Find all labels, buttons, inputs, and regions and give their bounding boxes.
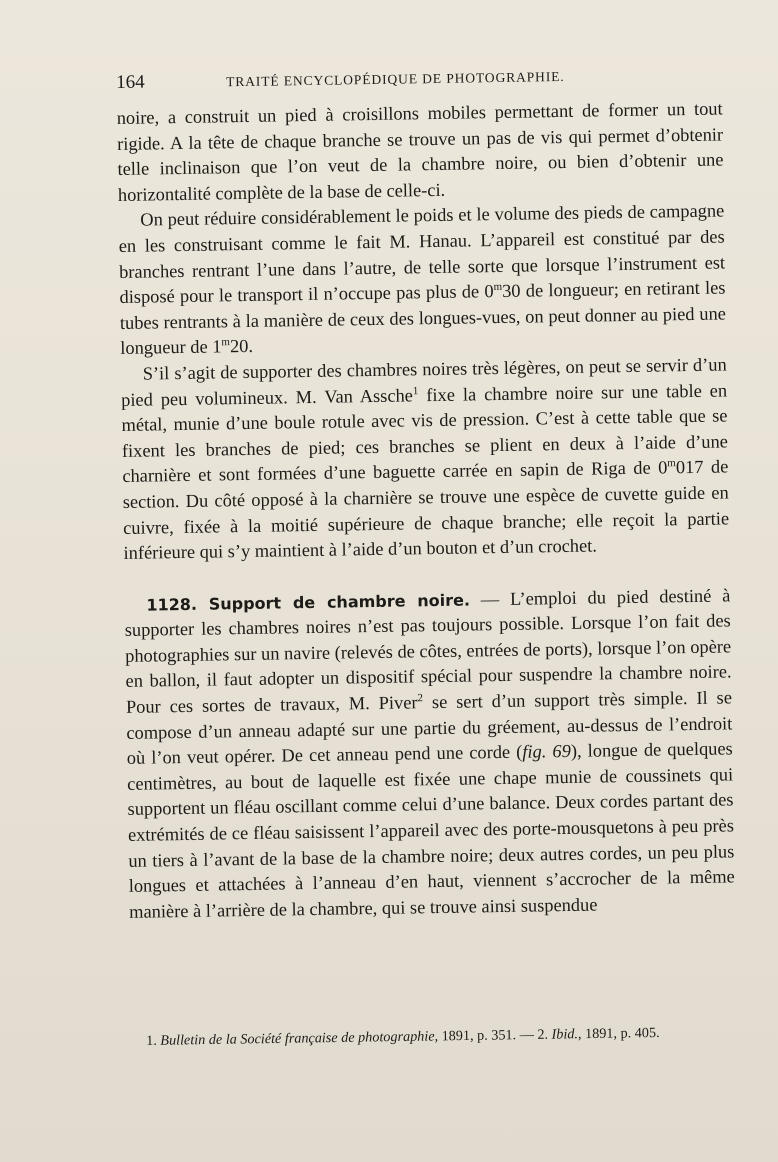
figure-reference: fig. 69 <box>522 741 572 762</box>
paragraph-3 <box>121 352 730 566</box>
paragraph-2-text-a: On peut réduire considérablement le poids et le volume des pieds de campagne en les construisant comme le fait M. Hanau. L’appareil est constitué par des branches rentrant l’une dans l’autre, de telle sorte que lorsque l’instrument est disposé pour le transport il n’occupe pas plus de 0 <box>118 200 726 308</box>
footnote-ref-1: 1 <box>412 384 419 397</box>
section-text-b: se sert d’un support très simple. Il se compose d’un anneau adapté sur une partie du gréement, au-dessus de l’endroit où l’on veut opérer. De cet anneau pend une corde ( <box>126 687 733 769</box>
paragraph-2 <box>118 199 726 362</box>
footnote-2-rest: , 1891, p. 405. <box>577 1024 660 1043</box>
paragraph-3-text-c: 017 de section. Du côté opposé à la charnière se trouve une espèce de cuvette guide en cuivre, fixée à la moitié supérieure de chaque branche; elle reçoit la partie inférieure qui s’y maintient à l’aide d’un bouton et d’un crochet. <box>122 456 730 564</box>
paragraph-1 <box>117 96 725 208</box>
section-text-c: ), longue de quelques centimètres, au bout de laquelle est fixée une chape munie de coussinets qui supportent un fléau oscillant comme celui d’une balance. Deux cordes partant des extrémités de ce fléau saisissent l’appareil avec des porte-mousquetons à peu près un tiers à l’avant de la base de la chambre noire; deux autres cordes, un peu plus longues et attachées à l’anneau d’en haut, viennent s’accrocher de la même manière à l’arrière de la chambre, qui se trouve ainsi suspendue <box>127 738 735 922</box>
section-heading: 1128. Support de chambre noire. <box>146 590 471 615</box>
paragraph-3-text-b: fixe la chambre noire sur une table en métal, munie d’une boule rotule avec vis de pression. C’est à cette table que se fixent les branches de pied; ces branches se plient en deux à l’aide d’une charnière et sont formées d’une baguette carrée en sapin de Riga de 0 <box>121 379 729 487</box>
paragraph-2-text-c: 20. <box>229 336 254 357</box>
unit-superscript: m <box>667 457 676 470</box>
footnote-2-ibid: Ibid. <box>551 1026 579 1043</box>
running-title: TRAITÉ ENCYCLOPÉDIQUE DE PHOTOGRAPHIE. <box>226 68 565 90</box>
paragraph-2-text-b: 30 de longueur; en retirant les tubes rentrants à la manière de ceux des longues-vues, on peut donner au pied une longueur de 1 <box>119 277 727 359</box>
footnote-line <box>146 1021 726 1052</box>
page-content <box>116 62 735 925</box>
footnotes <box>146 1021 726 1052</box>
footnote-1-rest: , 1891, p. 351. — 2. <box>434 1026 552 1045</box>
unit-superscript: m <box>493 280 503 294</box>
section-1128 <box>124 583 735 925</box>
section-text-a: — L’emploi du pied destiné à supporter les chambres noires n’est pas toujours possible. Lorsque l’on fait des photographies sur un navire (relevés de côtes, entrées de ports), lorsque l’on opère en ballon, il faut adopter un dispositif spécial pour suspendre la chambre noire. Pour ces sortes de travaux, M. Piver <box>124 585 732 717</box>
footnote-ref-2: 2 <box>417 692 424 705</box>
paragraph-3-text-a: S’il s’agit de supporter des chambres noires très légères, on peut se servir d’un pied peu volumineux. M. Van Assche <box>120 354 727 410</box>
footnote-1-number: 1. <box>146 1032 161 1049</box>
paragraph-1-text: noire, a construit un pied à croisillons mobiles permettant de former un tout rigide. A la tête de chaque branche se trouve un pas de vis qui permet d’obtenir telle inclinaison que l’on veut de la chambre noire, ou bien d’obtenir une horizontalité complète de la base de celle-ci. <box>116 98 724 205</box>
footnote-1-title: Bulletin de la Société française de photographie <box>160 1028 435 1049</box>
unit-superscript: m <box>221 336 231 349</box>
page-number: 164 <box>116 71 145 93</box>
